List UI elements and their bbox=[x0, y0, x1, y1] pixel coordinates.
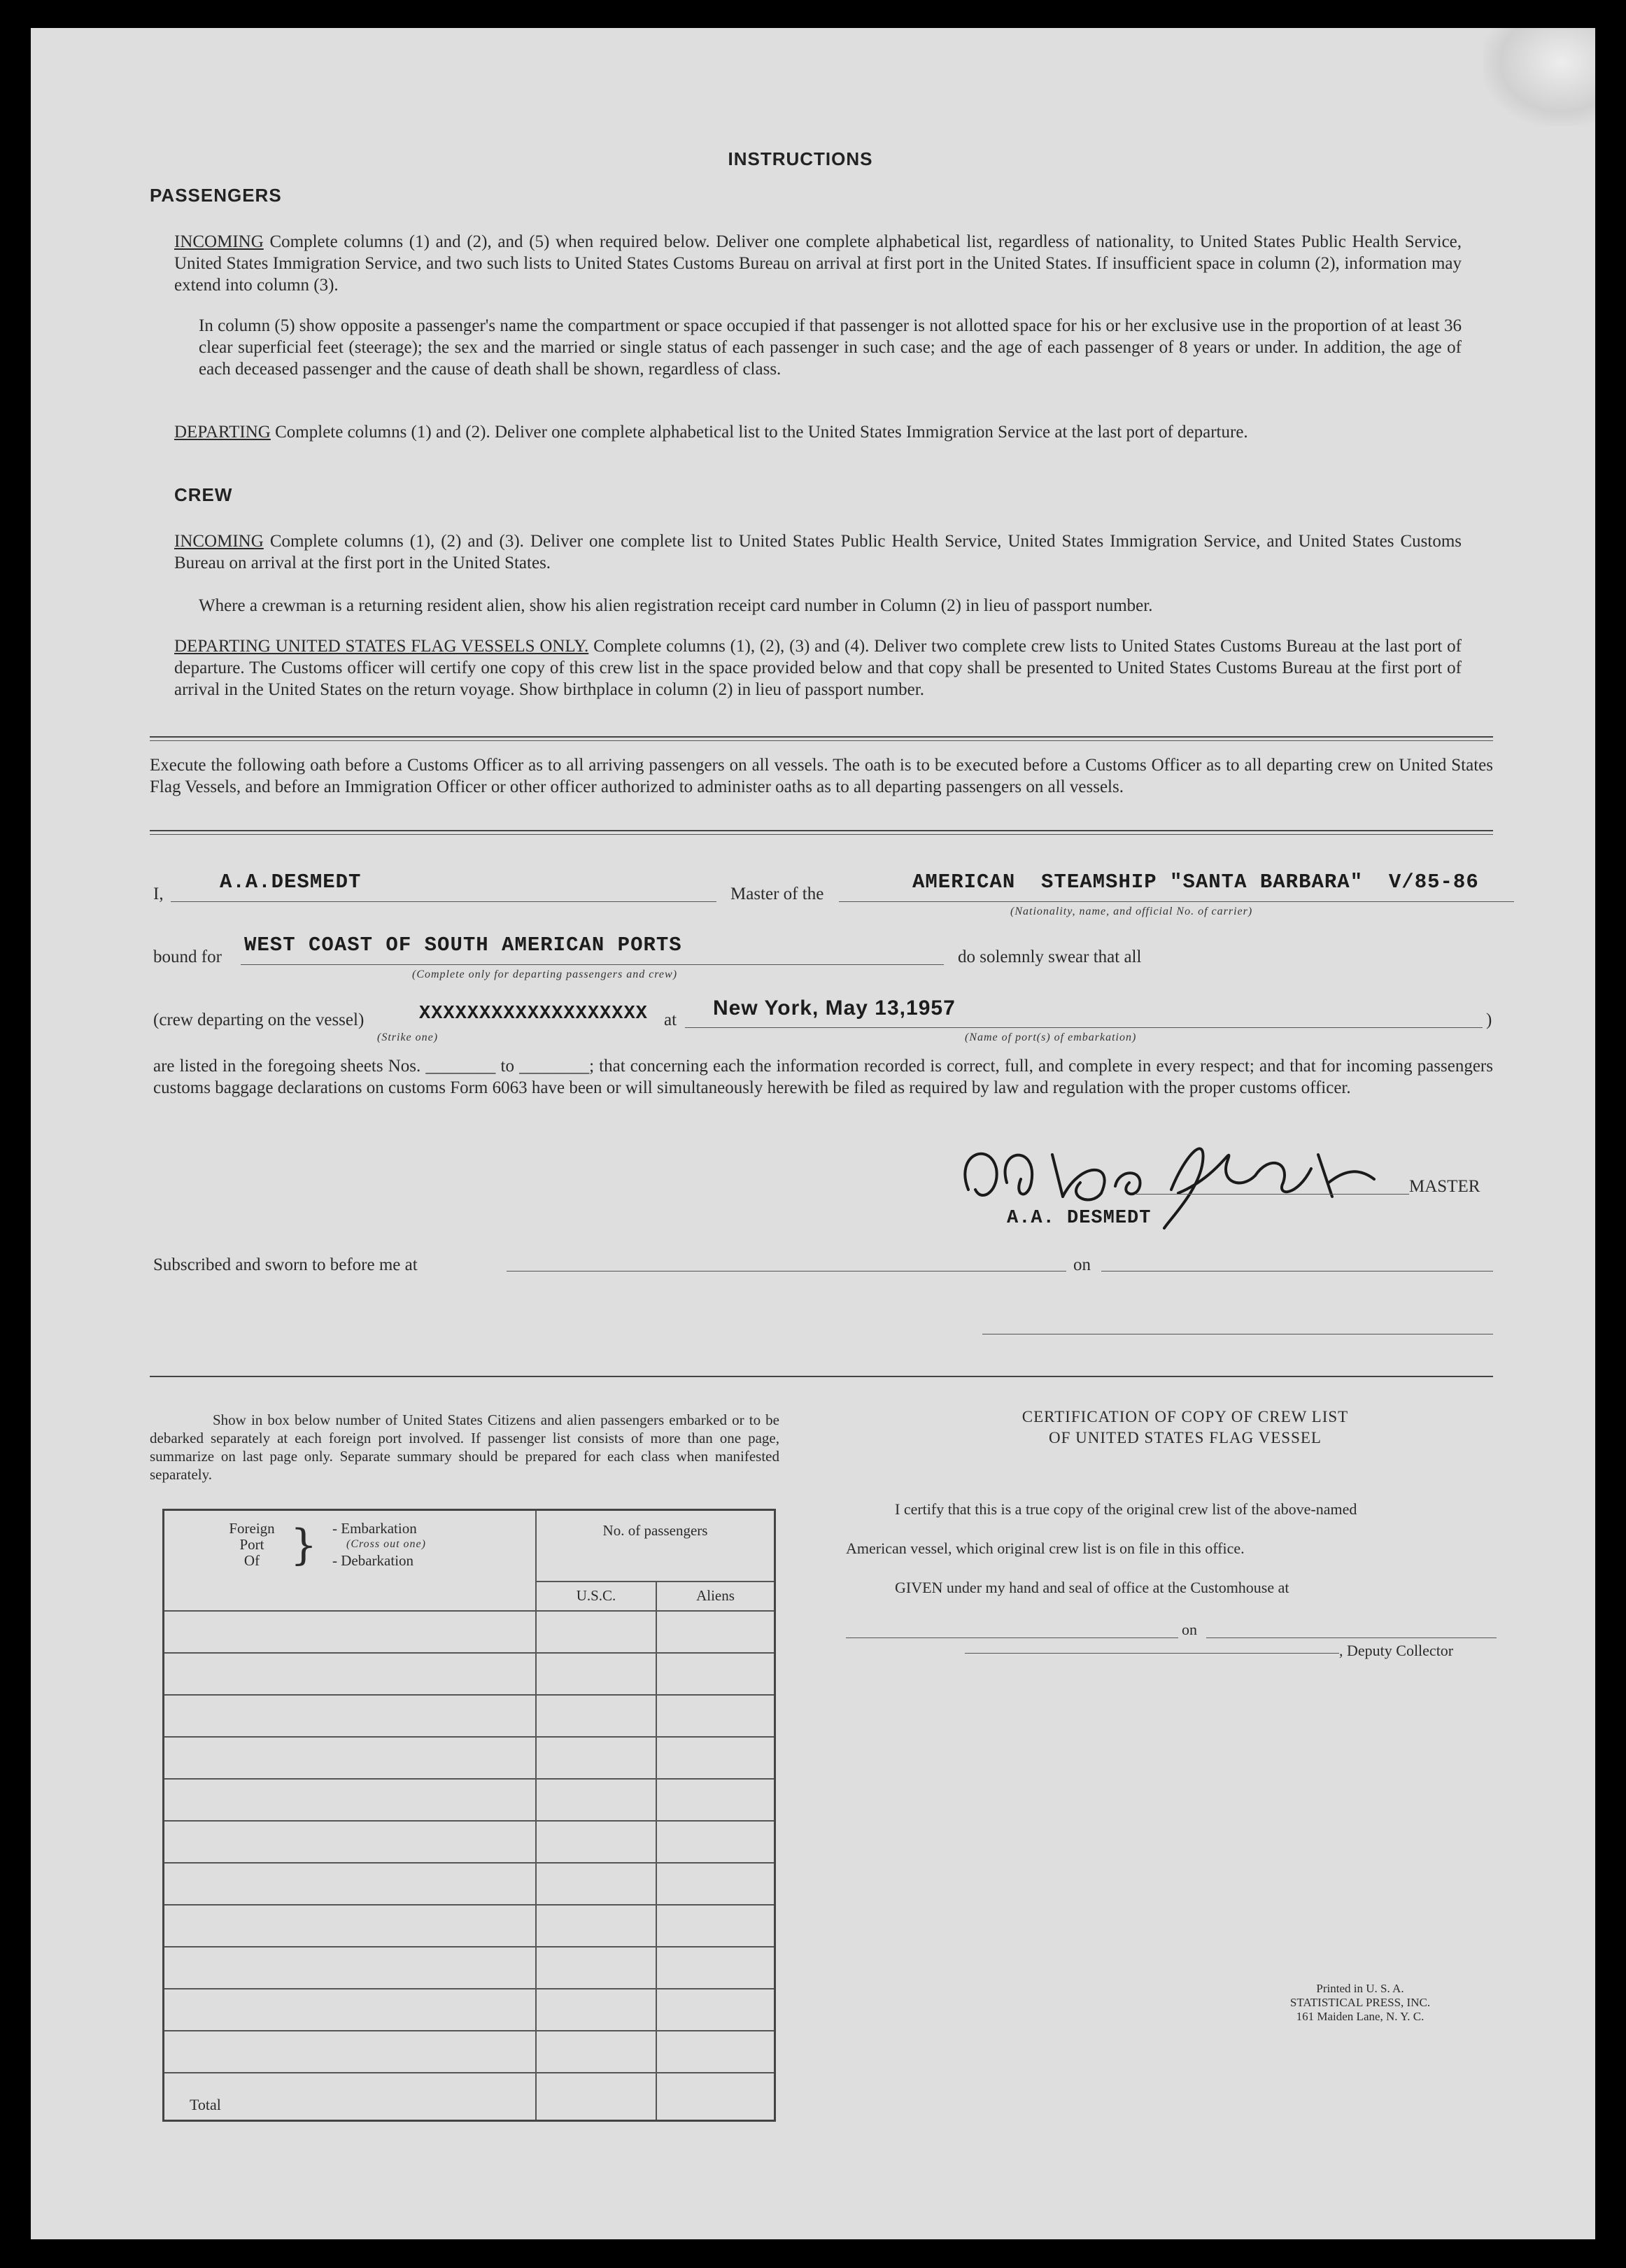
aliens-cell[interactable] bbox=[656, 1779, 775, 1821]
page-title: INSTRUCTIONS bbox=[728, 148, 873, 169]
port-cell[interactable] bbox=[164, 1947, 537, 1989]
form-sheet bbox=[31, 28, 1595, 2239]
port-label: Port bbox=[239, 1536, 264, 1553]
aliens-cell[interactable] bbox=[656, 1695, 775, 1737]
master-signature-line bbox=[1136, 1194, 1409, 1195]
divider bbox=[150, 740, 1493, 741]
port-cell[interactable] bbox=[164, 1989, 537, 2031]
port-cell[interactable] bbox=[164, 2031, 537, 2073]
certification-title-2: OF UNITED STATES FLAG VESSEL bbox=[1049, 1429, 1322, 1446]
crew-incoming-paragraph bbox=[174, 530, 1462, 574]
usc-cell[interactable] bbox=[536, 1611, 656, 1653]
cross-out-caption: (Cross out one) bbox=[346, 1538, 426, 1550]
port-cell[interactable] bbox=[164, 1905, 537, 1947]
usc-cell[interactable] bbox=[536, 1779, 656, 1821]
port-cell[interactable] bbox=[164, 1653, 537, 1695]
table-row bbox=[164, 1779, 775, 1821]
bound-for-caption: (Complete only for departing passengers and crew) bbox=[412, 969, 678, 980]
of-label: Of bbox=[243, 1552, 260, 1569]
summary-instructions: Show in box below number of United States Citizens and alien passengers embarked or to be debarked separately at each foreign port involved. If passenger list consists of more than one page, summarize on last page only. Separate summary should be prepared for each class when manifested separately. bbox=[150, 1411, 779, 1483]
passenger-summary-table bbox=[162, 1509, 776, 2122]
usc-cell[interactable] bbox=[536, 1905, 656, 1947]
usc-cell[interactable] bbox=[536, 1989, 656, 2031]
certification-date-line bbox=[1206, 1637, 1497, 1638]
divider bbox=[150, 736, 1493, 738]
usc-cell[interactable] bbox=[536, 1863, 656, 1905]
passengers-departing-paragraph bbox=[174, 421, 1462, 443]
port-cell[interactable] bbox=[164, 1611, 537, 1653]
passengers-column5-paragraph: In column (5) show opposite a passenger's name the compartment or space occupied if that passenger is not allotted space for his or her exclusive use in the proportion of at least 36 clear superficial feet (steerage); the sex and the married or single status of each passenger in such case; and the age of each passenger of 8 years or under. In addition, the age of each deceased passenger and the cause of death shall be shown, regardless of class. bbox=[199, 316, 1462, 379]
master-of-label: Master of the bbox=[730, 885, 824, 903]
strike-caption: (Strike one) bbox=[377, 1031, 439, 1043]
certification-title-1: CERTIFICATION OF COPY OF CREW LIST bbox=[1021, 1408, 1349, 1425]
corner-stamp bbox=[1483, 28, 1595, 126]
debarkation-label: - Debarkation bbox=[332, 1552, 414, 1569]
master-label: MASTER bbox=[1409, 1177, 1480, 1196]
table-row bbox=[164, 1863, 775, 1905]
aliens-cell[interactable] bbox=[656, 1611, 775, 1653]
printer-line-1: Printed in U. S. A. bbox=[1316, 1982, 1404, 1995]
master-name-line bbox=[171, 901, 716, 902]
passengers-departing-label: DEPARTING bbox=[174, 423, 271, 442]
port-date: New York, May 13,1957 bbox=[713, 996, 956, 1020]
signer-name: A.A. DESMEDT bbox=[1007, 1208, 1152, 1229]
aliens-cell[interactable] bbox=[656, 1989, 775, 2031]
crew-resident-paragraph: Where a crewman is a returning resident alien, show his alien registration receipt card number in Column (2) in lieu of passport number. bbox=[199, 596, 1153, 615]
crew-heading: CREW bbox=[174, 484, 233, 505]
american-vessel-text: American vessel, which original crew list is on file in this office. bbox=[846, 1540, 1245, 1557]
table-row bbox=[164, 1695, 775, 1737]
port-cell[interactable] bbox=[164, 1863, 537, 1905]
usc-cell[interactable] bbox=[536, 2031, 656, 2073]
swear-label: do solemnly swear that all bbox=[958, 948, 1142, 966]
crew-departing-label: (crew departing on the vessel) bbox=[153, 1010, 365, 1029]
embarkation-label: - Embarkation bbox=[332, 1520, 417, 1537]
aliens-cell[interactable] bbox=[656, 1863, 775, 1905]
table-row bbox=[164, 1947, 775, 1989]
bound-for-label: bound for bbox=[153, 948, 222, 966]
port-line bbox=[685, 1027, 1483, 1028]
vessel-caption: (Nationality, name, and official No. of carrier) bbox=[1010, 906, 1253, 917]
crew-incoming-text: Complete columns (1), (2) and (3). Deliver one complete list to United States Public Health Service, United States Immigration Service, and United States Customs Bureau on arrival at the first port in the United States. bbox=[174, 532, 1462, 572]
usc-total-cell[interactable] bbox=[536, 2073, 656, 2121]
printer-line-3: 161 Maiden Lane, N. Y. C. bbox=[1296, 2010, 1424, 2023]
oath-i-label: I, bbox=[153, 885, 164, 903]
at-label: at bbox=[664, 1010, 677, 1029]
listed-paragraph: are listed in the foregoing sheets Nos. ________ to ________; that concerning each the information recorded is correct, full, and complete in every respect; and that for incoming passengers customs baggage declarations on customs Form 6063 have been or will simultaneously herewith be filed as required by law and regulation with the proper customs officer. bbox=[153, 1057, 1493, 1097]
passengers-incoming-label: INCOMING bbox=[174, 232, 264, 251]
subscribed-date-line bbox=[1101, 1271, 1493, 1272]
table-row bbox=[164, 1821, 775, 1863]
aliens-cell[interactable] bbox=[656, 1653, 775, 1695]
certification-on-label: on bbox=[1182, 1621, 1197, 1638]
crew-departing-text: Complete columns (1), (2), (3) and (4). Deliver two complete crew lists to United States Customs Bureau at the last port of departure. The Customs officer will certify one copy of this crew list in the space provided below and that copy shall be presented to United States Customs Bureau at the first port of arrival in the United States on the return voyage. Show birthplace in column (2) in lieu of passport number. bbox=[174, 637, 1462, 699]
oath-instructions: Execute the following oath before a Customs Officer as to all arriving passengers on all vessels. The oath is to be executed before a Customs Officer as to all departing crew on United States Flag Vessels, and before an Immigration Officer or other officer authorized to administer oaths as to all departing passengers on all vessels. bbox=[150, 756, 1493, 796]
usc-cell[interactable] bbox=[536, 1737, 656, 1779]
table-row bbox=[164, 2031, 775, 2073]
strike-out-text: XXXXXXXXXXXXXXXXXXX bbox=[419, 1003, 648, 1024]
port-cell[interactable] bbox=[164, 1737, 537, 1779]
crew-departing-label: DEPARTING UNITED STATES FLAG VESSELS ONLY. bbox=[174, 637, 589, 656]
bound-for-line bbox=[241, 964, 944, 965]
subscribed-label: Subscribed and sworn to before me at bbox=[153, 1255, 418, 1274]
close-paren: ) bbox=[1486, 1010, 1492, 1029]
master-name: A.A.DESMEDT bbox=[220, 871, 362, 894]
port-cell[interactable] bbox=[164, 1695, 537, 1737]
crew-incoming-label: INCOMING bbox=[174, 532, 264, 551]
usc-cell[interactable] bbox=[536, 1653, 656, 1695]
total-row bbox=[164, 2073, 775, 2121]
aliens-total-cell[interactable] bbox=[656, 2073, 775, 2121]
divider bbox=[150, 834, 1493, 835]
usc-cell[interactable] bbox=[536, 1821, 656, 1863]
usc-header: U.S.C. bbox=[536, 1582, 656, 1611]
passengers-heading: PASSENGERS bbox=[150, 185, 282, 206]
aliens-cell[interactable] bbox=[656, 1737, 775, 1779]
certify-text: I certify that this is a true copy of the original crew list of the above-named bbox=[895, 1500, 1357, 1518]
aliens-cell[interactable] bbox=[656, 1821, 775, 1863]
given-text: GIVEN under my hand and seal of office at the Customhouse at bbox=[895, 1579, 1289, 1596]
aliens-cell[interactable] bbox=[656, 1905, 775, 1947]
bound-for-value: WEST COAST OF SOUTH AMERICAN PORTS bbox=[244, 934, 682, 957]
foreign-label: Foreign bbox=[229, 1520, 275, 1537]
passengers-incoming-paragraph bbox=[174, 231, 1462, 296]
passengers-incoming-text: Complete columns (1) and (2), and (5) when required below. Deliver one complete alphabetical list, regardless of nationality, to United States Public Health Service, United States Immigration Service, and two such lists to United States Customs Bureau on arrival at first port in the United States. If insufficient space in column (2), information may extend into column (3). bbox=[174, 232, 1462, 295]
table-row bbox=[164, 1905, 775, 1947]
aliens-cell[interactable] bbox=[656, 1947, 775, 1989]
crew-departing-paragraph bbox=[174, 635, 1462, 700]
port-cell[interactable] bbox=[164, 1821, 537, 1863]
subscribed-on-label: on bbox=[1073, 1255, 1091, 1274]
customhouse-line bbox=[846, 1637, 1178, 1638]
table-row bbox=[164, 1653, 775, 1695]
total-label: Total bbox=[164, 2073, 537, 2121]
divider bbox=[150, 1376, 1493, 1377]
passengers-departing-text: Complete columns (1) and (2). Deliver one complete alphabetical list to the United States Immigration Service at the last port of departure. bbox=[275, 423, 1248, 442]
no-of-passengers-header: No. of passengers bbox=[536, 1510, 775, 1582]
table-row bbox=[164, 1611, 775, 1653]
printer-line-2: STATISTICAL PRESS, INC. bbox=[1289, 1996, 1431, 2009]
port-caption: (Name of port(s) of embarkation) bbox=[965, 1031, 1137, 1043]
aliens-cell[interactable] bbox=[656, 2031, 775, 2073]
vessel-line bbox=[839, 901, 1514, 902]
brace-icon: } bbox=[290, 1521, 318, 1570]
printer-imprint bbox=[1248, 1982, 1472, 2024]
divider bbox=[150, 830, 1493, 831]
aliens-header: Aliens bbox=[656, 1582, 775, 1611]
port-header-cell bbox=[164, 1510, 537, 1611]
usc-cell[interactable] bbox=[536, 1695, 656, 1737]
port-cell[interactable] bbox=[164, 1779, 537, 1821]
vessel-name: AMERICAN STEAMSHIP "SANTA BARBARA" V/85-86 bbox=[912, 871, 1479, 894]
subscribed-place-line bbox=[507, 1271, 1066, 1272]
table-row bbox=[164, 1737, 775, 1779]
table-row bbox=[164, 1989, 775, 2031]
deputy-collector-label: , Deputy Collector bbox=[1339, 1642, 1454, 1659]
usc-cell[interactable] bbox=[536, 1947, 656, 1989]
deputy-signature-line bbox=[965, 1653, 1339, 1654]
